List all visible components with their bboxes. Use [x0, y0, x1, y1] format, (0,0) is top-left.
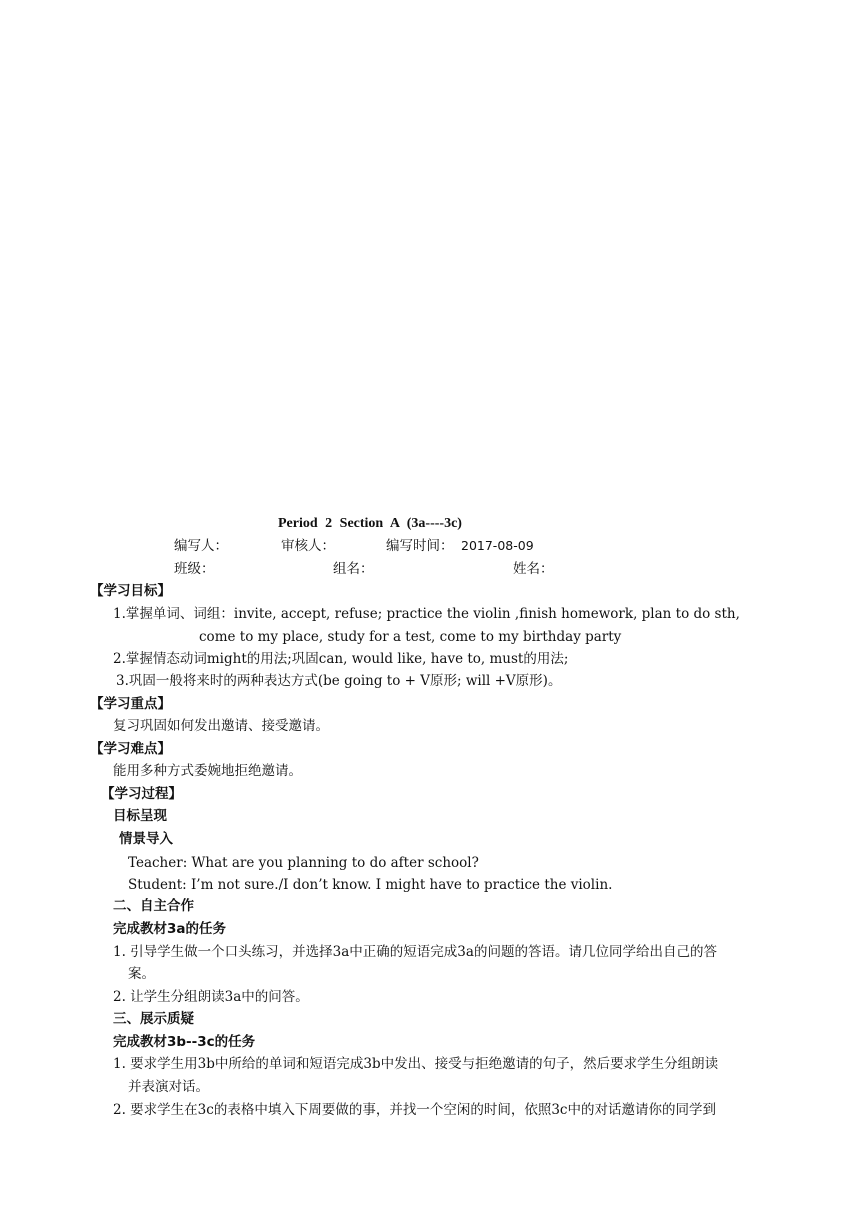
date-value: 2017-08-09 [461, 538, 534, 553]
section-3-item-1-continued: 并表演对话。 [128, 1079, 209, 1095]
scene-heading: 情景导入 [119, 831, 173, 847]
goal-heading: 目标呈现 [113, 808, 167, 824]
section-3-heading: 三、展示质疑 [113, 1011, 194, 1027]
key-points-heading: 【学习重点】 [90, 696, 171, 712]
date-label: 编写时间： [386, 538, 454, 554]
section-2-item-2: 2. 让学生分组朗读3a中的问答。 [113, 989, 309, 1005]
group-label: 组名： [333, 561, 374, 577]
task-3b-heading: 完成教材3b--3c的任务 [113, 1034, 256, 1050]
key-points-text: 复习巩固如何发出邀请、接受邀请。 [113, 718, 329, 734]
section-3-item-1: 1. 要求学生用3b中所给的单词和短语完成3b中发出、接受与拒绝邀请的句子，然后要求学生分组朗读 [113, 1056, 719, 1072]
objective-item-1-continued: come to my place, study for a test, come to my birthday party [199, 629, 622, 645]
objectives-heading: 【学习目标】 [90, 583, 171, 599]
teacher-line: Teacher: What are you planning to do after school? [128, 855, 479, 871]
task-3a-heading: 完成教材3a的任务 [113, 921, 227, 937]
name-label: 姓名： [513, 561, 554, 577]
difficulties-heading: 【学习难点】 [90, 741, 171, 757]
lesson-title: Period 2 Section A (3a----3c) [278, 516, 462, 531]
section-3-item-2: 2. 要求学生在3c的表格中填入下周要做的事，并找一个空闲的时间，依照3c中的对话邀请你的同学到 [113, 1102, 716, 1118]
objective-item-3: 3.巩固一般将来时的两种表达方式(be going to + V原形; will +V原形)。 [116, 673, 562, 689]
objective-item-2: 2.掌握情态动词might的用法;巩固can, would like, have to, must的用法; [113, 651, 569, 667]
difficulties-text: 能用多种方式委婉地拒绝邀请。 [113, 763, 302, 779]
class-label: 班级： [174, 561, 215, 577]
student-line: Student: I’m not sure./I don’t know. I might have to practice the violin. [128, 877, 613, 893]
section-2-item-1: 1. 引导学生做一个口头练习，并选择3a中正确的短语完成3a的问题的答语。请几位同学给出自己的答 [113, 944, 717, 960]
section-2-item-1-continued: 案。 [128, 966, 155, 982]
author-label: 编写人： [174, 538, 228, 554]
reviewer-label: 审核人： [281, 538, 335, 554]
section-2-heading: 二、自主合作 [113, 898, 194, 914]
objective-item-1: 1.掌握单词、词组：invite, accept, refuse; practice the violin ,finish homework, plan to do sth, [113, 606, 740, 622]
process-heading: 【学习过程】 [101, 786, 182, 802]
